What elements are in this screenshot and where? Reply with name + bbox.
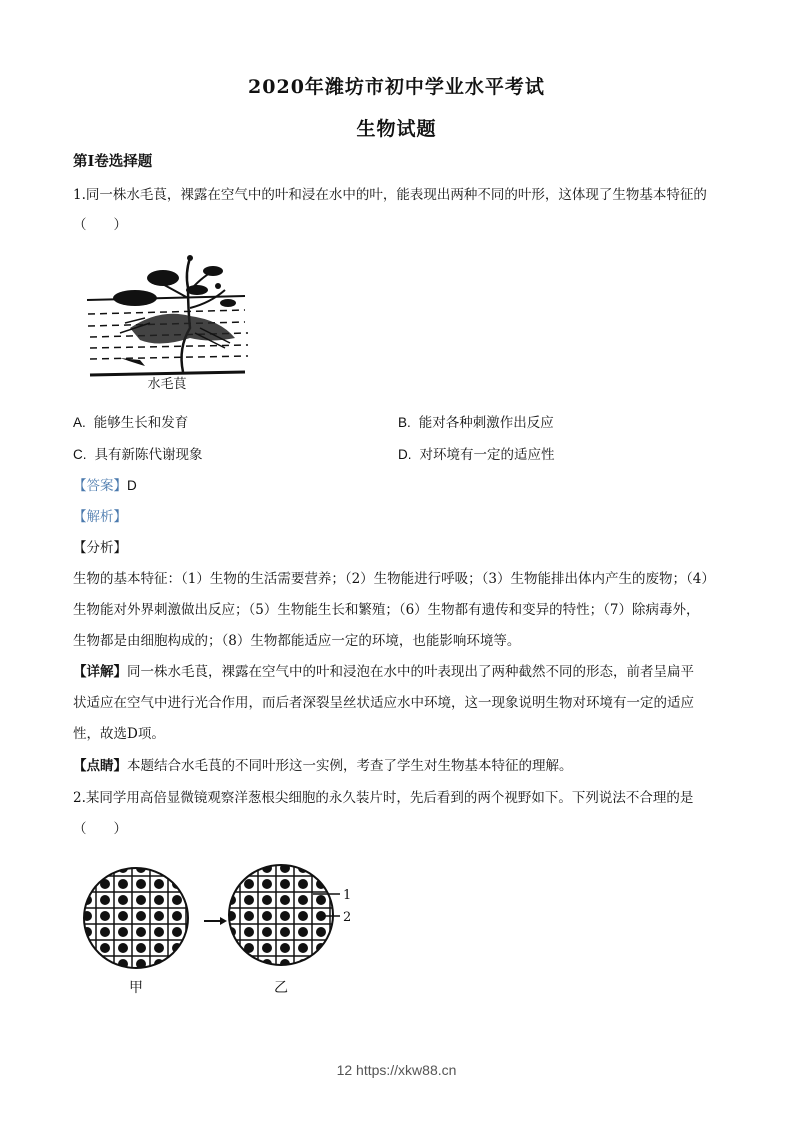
option-a[interactable]	[73, 411, 188, 431]
field-right-label: 乙	[274, 980, 288, 996]
xiangjie-line-3: 性，故选D项。	[73, 726, 165, 742]
answer-row	[73, 474, 137, 494]
dianjing-row	[73, 754, 573, 774]
fenxi-line-2: 生物能对外界刺激做出反应；（5）生物能生长和繁殖；（6）生物都有遗传和变异的特性；（7）除病毒外，	[73, 602, 700, 618]
section-title: 第Ⅰ卷选择题	[73, 153, 153, 170]
option-a-text: 能够生长和发育	[93, 415, 189, 431]
xiangjie-label: 【详解】	[73, 664, 127, 680]
xiangjie-text-1: 同一株水毛茛，裸露在空气中的叶和浸泡在水中的叶表现出了两种截然不同的形态，前者呈扁平	[127, 664, 694, 680]
analysis-row	[73, 505, 127, 525]
option-d-text: 对环境有一定的适应性	[419, 447, 555, 463]
analysis-label: 【解析】	[73, 509, 127, 525]
q1-stem-line1: 1.同一株水毛茛，裸露在空气中的叶和浸在水中的叶，能表现出两种不同的叶形，这体现了生物基本特征的	[73, 187, 707, 203]
exam-subtitle: 生物试题	[356, 118, 437, 140]
page-footer: 12 https://xkw88.cn	[336, 1062, 457, 1078]
exam-title: 2020年潍坊市初中学业水平考试	[248, 76, 545, 98]
xiangjie-line-2: 状适应在空气中进行光合作用，而后者深裂呈丝状适应水中环境，这一现象说明生物对环境有一定的适应	[73, 695, 694, 711]
answer-value: D	[127, 478, 137, 493]
option-b-text: 能对各种刺激作出反应	[418, 415, 554, 431]
xiangjie-line-1	[73, 660, 694, 680]
option-c-text: 具有新陈代谢现象	[94, 447, 203, 463]
plant-illustration-icon	[80, 248, 260, 393]
fenxi-line-1: 生物的基本特征：（1）生物的生活需要营养；（2）生物能进行呼吸；（3）生物能排出体内产生的废物；（4）	[73, 571, 715, 587]
pointer-1-label: 1	[343, 888, 352, 903]
option-b-letter: B.	[398, 415, 411, 430]
option-a-letter: A.	[73, 415, 86, 430]
answer-label: 【答案】	[73, 478, 127, 494]
option-c[interactable]	[73, 443, 203, 463]
option-c-letter: C.	[73, 447, 87, 462]
q1-stem-line2: （ ）	[73, 217, 127, 233]
figure-caption: 水毛茛	[147, 377, 187, 392]
q2-stem-line2: （ ）	[73, 821, 127, 837]
fenxi-row	[73, 536, 127, 556]
field-left-label: 甲	[129, 980, 143, 996]
option-d-letter: D.	[398, 447, 412, 462]
dianjing-label: 【点睛】	[73, 758, 127, 774]
fenxi-line-3: 生物都是由细胞构成的；（8）生物都能适应一定的环境，也能影响环境等。	[73, 633, 521, 649]
cell-fields-illustration-icon	[78, 860, 368, 1000]
pointer-2-label: 2	[343, 910, 352, 925]
fenxi-label: 【分析】	[73, 540, 127, 556]
option-b[interactable]	[398, 411, 554, 431]
q1-figure-water-buttercup	[80, 248, 260, 393]
option-d[interactable]	[398, 443, 555, 463]
dianjing-text: 本题结合水毛茛的不同叶形这一实例，考查了学生对生物基本特征的理解。	[127, 758, 573, 774]
q2-stem-line1: 2.某同学用高倍显微镜观察洋葱根尖细胞的永久装片时，先后看到的两个视野如下。下列说法不合理的是	[73, 790, 694, 806]
q2-figure-microscope-fields	[78, 860, 368, 1000]
